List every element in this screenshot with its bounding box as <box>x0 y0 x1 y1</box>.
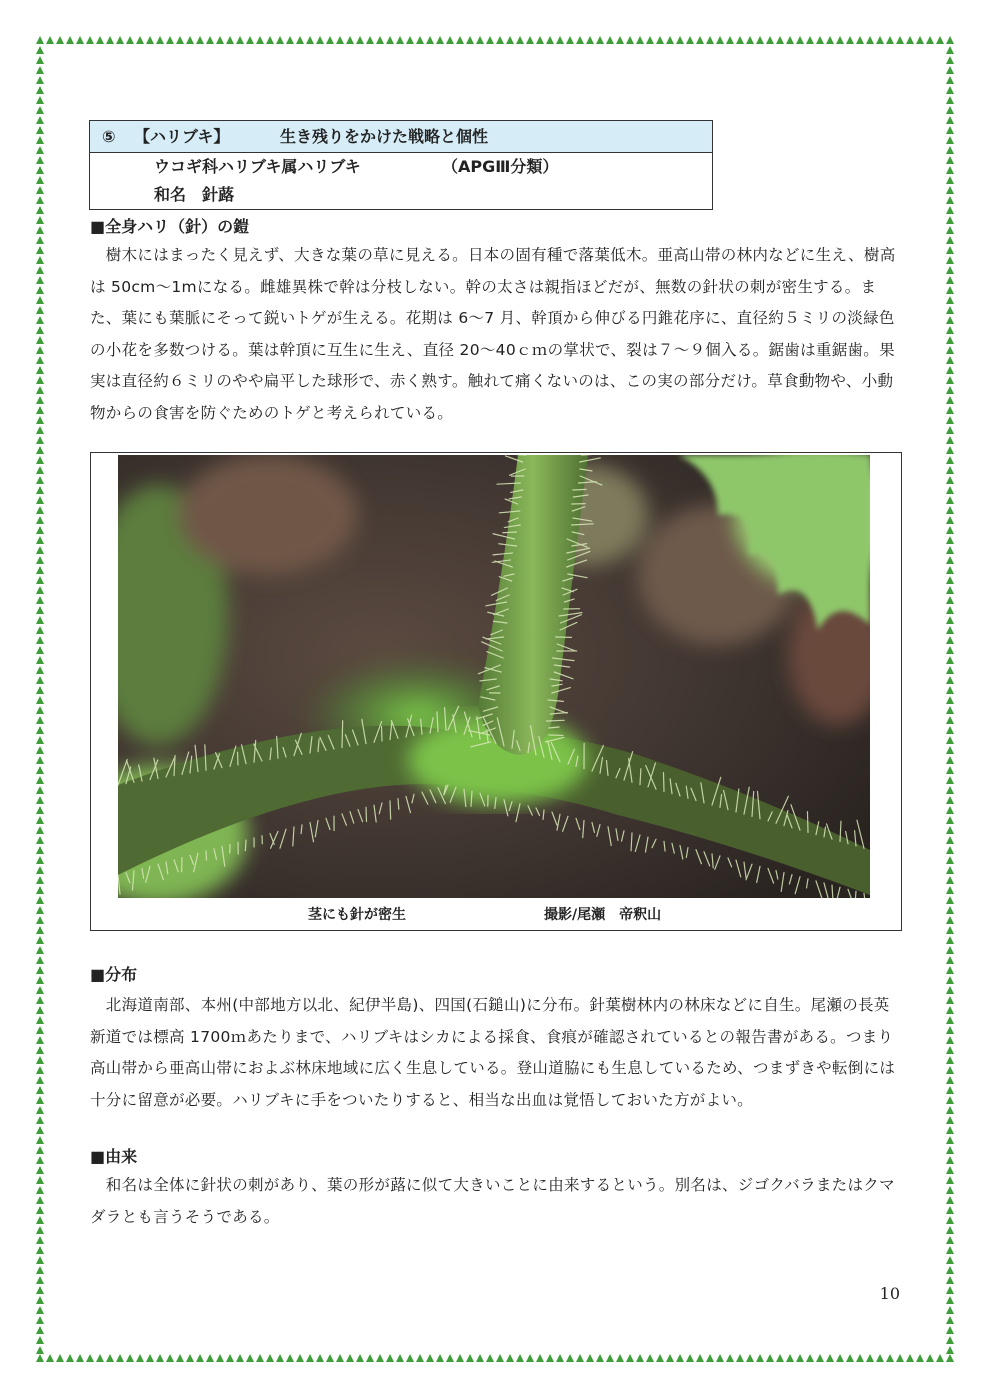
heading-origin: ■由来 <box>90 1147 138 1166</box>
paragraph-distribution: 北海道南部、本州(中部地方以北、紀伊半島)、四国(石鎚山)に分布。針葉樹林内の林床などに自生。尾瀬の長英新道では標高 1700ｍあたりまで、ハリブキはシカによる採食、食痕が確認されているとの報告書がある。つまり高山帯から亜高山帯におよぶ林床地域に広く生息している。登山道脇にも生息しているため、つまずきや転倒には十分に留意が必要。ハリブキに手をついたりすると、相当な出血は覚悟しておいた方がよい。 <box>90 996 896 1109</box>
photo-caption: 茎にも針が密生 <box>308 907 406 923</box>
section-subtitle: 生き残りをかけた戦略と個性 <box>280 127 489 146</box>
paragraph-origin: 和名は全体に針状の刺があり、葉の形が蕗に似て大きいことに由来するという。別名は、ジゴクバラまたはクマダラとも言うそうである。 <box>90 1176 895 1226</box>
wamei-row <box>90 181 712 209</box>
plant-name: 【ハリブキ】 <box>134 127 230 146</box>
title-box <box>89 120 713 210</box>
title-header-row <box>90 121 712 153</box>
wamei-label: 和名 <box>154 185 187 204</box>
heading-distribution: ■分布 <box>90 965 138 984</box>
stem-photo-illustration <box>118 455 870 898</box>
page-number: 10 <box>879 1284 900 1303</box>
photo-credit: 撮影/尾瀬 帝釈山 <box>544 907 662 923</box>
wamei: 針蕗 <box>202 185 235 204</box>
heading-armor: ■全身ハリ（針）の鎧 <box>90 217 250 236</box>
classification: （APGⅢ分類） <box>442 157 559 176</box>
paragraph-armor: 樹木にはまったく見えず、大きな葉の草に見える。日本の固有種で落葉低木。亜高山帯の林内などに生え、樹高は 50cm～1mになる。雌雄異株で幹は分枝しない。幹の太さは親指ほどだが、無数の針状の刺が密生する。また、葉にも葉脈にそって鋭いトゲが生える。花期は 6～7 月、幹頂から伸びる円錐花序に、直径約５ミリの淡緑色の小花を多数つける。葉は幹頂に互生に生え、直径 20～40ｃｍの掌状で、裂は７～９個入る。鋸歯は重鋸歯。果実は直径約６ミリのやや扁平した球形で、赤く熟す。触れて痛くないのは、この実の部分だけ。草食動物や、小動物からの食害を防ぐためのトゲと考えられている。 <box>90 246 896 422</box>
section-number: ⑤ <box>102 127 116 146</box>
family-name: ウコギ科ハリブキ属ハリブキ <box>154 157 361 176</box>
photo-hairy-stem <box>118 455 870 898</box>
family-row <box>90 153 712 181</box>
